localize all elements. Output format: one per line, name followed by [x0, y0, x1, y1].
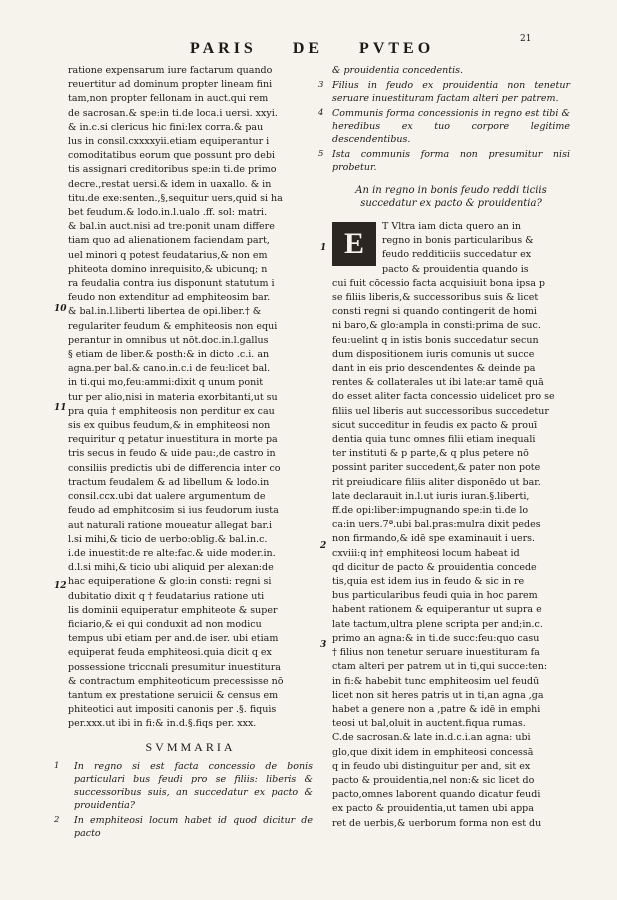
summary-item	[318, 148, 570, 174]
text-line: non firmando,& idē spe examinauit i uers.	[332, 533, 536, 545]
text-line: C.de sacrosan.& late in.d.c.i.an agna: ubi	[332, 732, 531, 744]
text-line: tis assignari creditoribus spe:in ti.de primo	[68, 164, 277, 176]
text-line: & contractum emphiteoticum precessisse nō	[68, 675, 284, 687]
text-line: cxviii:q in† emphiteosi locum habeat id	[332, 547, 520, 559]
running-head: PARIS DE PVTEO	[190, 40, 435, 57]
text-line: hac equiperatione & glo:in consti: regni si	[68, 576, 272, 588]
text-line: tris secus in feudo & uide pau:,de castro in	[68, 448, 276, 460]
text-line: tam,non propter fellonam in auct.qui rem	[68, 93, 269, 105]
margin-number: 12	[54, 581, 67, 591]
text-line: ctam alteri per patrem ut in ti,qui succe:ten:	[332, 661, 548, 673]
text-line: in fi:& habebit tunc emphiteosim uel feudū	[332, 675, 540, 687]
summary-item-text: In emphiteosi locum habet id quod dicitur de pacto	[74, 814, 313, 839]
text-line: phiteota domino inrequisito,& ubicunq; n	[68, 263, 268, 275]
summary-item	[332, 64, 570, 77]
text-line: tantum ex prestatione seruicii & census em	[68, 689, 279, 701]
text-line: d.l.si mihi,& ticio ubi aliquid per alexan:de	[68, 562, 274, 574]
text-line: tur per alio,nisi in materia exorbitanti,ut su	[68, 391, 278, 403]
text-line: equiperat feuda emphiteosi.quia dicit q ex	[68, 647, 272, 659]
text-line: perantur in omnibus ut nōt.doc.in.l.gallus	[68, 334, 269, 346]
text-line: habent rationem & equiperantur ut supra e	[332, 604, 542, 616]
text-line: lus in consil.cxxxxyii.etiam equiperantur i	[68, 136, 270, 148]
summary-item-text: & prouidentia concedentis.	[332, 65, 464, 76]
text-line: decre.,restat uersi.& idem in uaxallo. & in	[68, 178, 272, 190]
summary-item-number: 2	[54, 814, 60, 825]
margin-number: 2	[320, 541, 327, 551]
margin-number: 11	[54, 403, 67, 413]
text-line: & bal.in.l.liberti libertea de opi.liber.† &	[68, 306, 262, 318]
summary-item	[318, 79, 570, 105]
right-column	[318, 64, 570, 831]
summary-item-number: 5	[318, 149, 324, 159]
summary-item-text: Communis forma concessionis in regno est tibi & heredibus ex tuo corpore legitime descendentibus.	[332, 108, 570, 145]
text-line: tractum feudalem & ad libellum & lodo.in	[68, 476, 270, 488]
text-line: ratione expensarum iure factarum quando	[68, 65, 273, 76]
text-line: † filius non tenetur seruare inuestituram fa	[332, 647, 540, 659]
text-line: uel minori q potest feudatarius,& non em	[68, 249, 268, 261]
text-line: se filiis liberis,& successoribus suis & licet	[332, 292, 539, 304]
summary-list	[54, 760, 313, 840]
text-line: ni baro,& glo:ampla in consti:prima de suc.	[332, 320, 541, 332]
text-line: cui fuit cōcessio facta acquisiuit bona ipsa p	[332, 277, 546, 289]
margin-number: 3	[320, 640, 327, 650]
text-line: per.xxx.ut ibi in fi:& in.d.§.fiqs per. xxx.	[68, 718, 257, 730]
summary-item-text: In regno si est facta concessio de bonis particulari bus feudi pro se filiis: liberis & successoribus suis, an succedatur ex pacto & prouidentia?	[74, 760, 313, 811]
text-line: filiis uel liberis aut successoribus succedetur	[332, 405, 549, 417]
body-paragraph	[332, 220, 570, 831]
text-line: rentes & collaterales ut ibi late:ar tamē quā	[332, 377, 544, 389]
text-line: sicut succeditur in feudis ex pacto & prouī	[332, 419, 538, 431]
summary-title: SVMMARIA	[145, 739, 236, 754]
text-line: agna.per bal.& cano.in.c.i de feu:licet bal.	[68, 363, 271, 375]
text-line: bus particularibus feudi quia in hoc parem	[332, 590, 538, 602]
text-line: regulariter feudum & emphiteosis non equi	[68, 320, 278, 332]
text-line: ret de uerbis,& uerborum forma non est du	[332, 817, 542, 829]
text-line: feudo ad emphitcosim si ius feudorum iusta	[68, 505, 279, 517]
summary-item-text: Ista communis forma non presumitur nisi probetur.	[332, 149, 570, 173]
text-line: pra quia † emphiteosis non perditur ex cau	[68, 405, 275, 417]
summary-item-number: 1	[54, 760, 60, 771]
text-line: habet a genere non a ,patre & idē in emphi	[332, 703, 541, 715]
text-line: feudo non extenditur ad emphiteosim bar.	[68, 292, 271, 304]
text-line: bet feudum.& lodo.in.l.ualo .ff. sol: matri.	[68, 207, 268, 219]
text-line: sis ex quibus feudum,& in emphiteosi non	[68, 420, 271, 432]
text-line: regno in bonis particularibus &	[382, 235, 534, 247]
text-line: qd dicitur de pacto & prouidentia concede	[332, 561, 537, 573]
text-line: late declarauit in.l.ut iuris iuran.§.liberti,	[332, 490, 530, 502]
text-line: § etiam de liber.& posth:& in dicto .c.i. an	[68, 349, 270, 361]
text-line: feudo redditiciis succedatur ex	[382, 249, 532, 261]
summary-item-number: 3	[318, 80, 324, 90]
text-line: ra feudalia contra ius disponunt statutum i	[68, 278, 275, 290]
text-line: late tactum,ultra plene scripta per and;in.c.	[332, 618, 543, 630]
left-column-text	[68, 64, 313, 732]
text-line: l.si mihi,& ticio de uerbo:oblig.& bal.in.c.	[68, 533, 268, 545]
text-line: consti regni si quando contingerit de homi	[332, 306, 537, 318]
text-line: tis,quia est idem ius in feudo & sic in re	[332, 576, 525, 588]
text-line: do esset aliter facta concessio uidelicet pro se	[332, 391, 555, 403]
text-line: de sacrosan.& spe:in ti.de loca.i uersi. xxyi.	[68, 107, 278, 119]
text-line: phiteotici aut impositi canonis per .§. fiquis	[68, 704, 277, 716]
summary-continued	[318, 64, 570, 174]
text-line: lis dominii equiperatur emphiteote & super	[68, 604, 278, 616]
section-heading: An in regno in bonis feudo reddi ticiis succedatur ex pacto & prouidentia?	[355, 185, 547, 209]
text-line: feu:uelint q in istis bonis succedatur secun	[332, 334, 539, 346]
text-line: teosi ut bal,oluit in auctent.fiqua rumas.	[332, 718, 526, 730]
text-line: glo,que dixit idem in emphiteosi concessā	[332, 746, 534, 758]
text-line: dentia quia tunc omnes filii etiam inequali	[332, 434, 536, 446]
text-line: ff.de opi:liber:impugnando spe:in ti.de lo	[332, 505, 529, 517]
text-line: dant in eis prio descendentes & deinde pa	[332, 363, 536, 375]
folio-number: 21	[520, 34, 532, 44]
text-line: ex pacto & prouidentia,ut tamen ubi appa	[332, 803, 534, 815]
text-line: & bal.in auct.nisi ad tre:ponit unam differe	[68, 221, 275, 233]
text-line: dum dispositionem iuris comunis ut succe	[332, 348, 535, 360]
text-line: comoditatibus eorum que possunt pro debi	[68, 150, 276, 162]
text-line: ter instituti & p parte,& q plus petere nō	[332, 448, 529, 460]
text-line: T Vltra iam dicta quero an in	[382, 221, 522, 232]
text-line: q in feudo ubi distinguitur per and, sit ex	[332, 760, 531, 772]
text-line: consiliis predictis ubi de differencia inter co	[68, 462, 281, 474]
text-line: consil.ccx.ubi dat ualere argumentum de	[68, 491, 266, 503]
text-line: rit preiudicare filiis aliter disponēdo ut bar.	[332, 476, 541, 488]
text-line: licet non sit heres patris ut in ti,an agna ,ga	[332, 689, 544, 701]
summary-item	[54, 814, 313, 840]
text-line: ca:in uers.7ª.ubi bal.pras:mulra dixit pedes	[332, 519, 541, 531]
dropcap-initial: E	[332, 222, 376, 266]
summary-item-text: Filius in feudo ex prouidentia non tenetur seruare inuestituram factam alteri per patrem.	[332, 80, 570, 104]
text-line: reuertitur ad dominum propter lineam fini	[68, 79, 273, 91]
text-line: aut naturali ratione moueatur allegat bar.i	[68, 519, 273, 531]
margin-number: 10	[54, 304, 67, 314]
text-line: pacto & prouidentia quando is	[382, 263, 529, 275]
text-line: ficiario,& ei qui conduxit ad non modicu	[68, 618, 262, 630]
text-line: possint pariter succedent,& pater non pote	[332, 462, 541, 474]
summary-item	[318, 107, 570, 146]
text-line: & in.c.si clericus hic fini:lex corra.& pau	[68, 121, 264, 133]
text-line: i.de inuestit:de re alte:fac.& uide moder.in.	[68, 547, 276, 559]
text-line: possessione triccnali presumitur inuestitura	[68, 661, 281, 673]
text-line: tempus ubi etiam per and.de iser. ubi etiam	[68, 633, 279, 645]
text-line: tiam quo ad alienationem faciendam part,	[68, 235, 270, 247]
text-line: in ti.qui mo,feu:ammi:dixit q unum ponit	[68, 377, 264, 389]
summary-item	[54, 760, 313, 812]
text-line: pacto & prouidentia,nel non:& sic licet do	[332, 774, 535, 786]
text-line: titu.de exe:senten.,§,sequitur uers,quid si ha	[68, 192, 283, 204]
margin-number: 1	[320, 243, 327, 253]
right-column-text	[332, 220, 570, 831]
text-line: requiritur q petatur inuestitura in morte pa	[68, 434, 278, 446]
summary-item-number: 4	[318, 108, 324, 118]
text-line: primo an agna:& in ti.de succ:feu:quo casu	[332, 632, 540, 644]
text-line: pacto,omnes laborent quando dicatur feudi	[332, 789, 541, 801]
text-line: dubitatio dixit q † feudatarius ratione uti	[68, 590, 265, 602]
